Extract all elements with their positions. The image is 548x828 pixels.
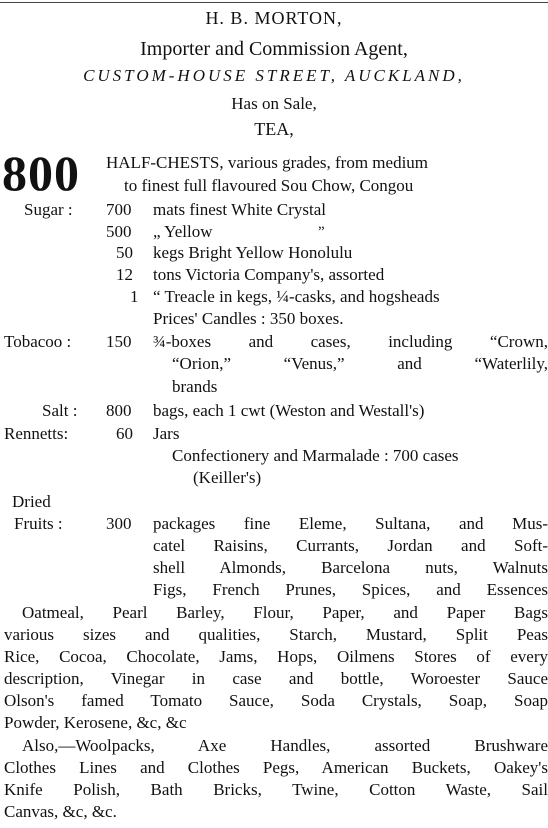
sugar-qty-1: 700 bbox=[106, 200, 132, 219]
dried-fruits-qty: 300 bbox=[106, 514, 132, 533]
on-sale-label: Has on Sale, bbox=[231, 94, 317, 113]
sugar-qty-2: 500 bbox=[106, 222, 132, 241]
salt-text: bags, each 1 cwt (Weston and Westall's) bbox=[153, 401, 425, 420]
sugar-qty-4: 12 bbox=[116, 265, 133, 284]
confectionery-line-1: Confectionery and Marmalade : 700 cases bbox=[172, 446, 459, 465]
sugar-qty-3: 50 bbox=[116, 243, 133, 262]
also-line-3: Knife Polish, Bath Bricks, Twine, Cotton Waste, Sail bbox=[4, 780, 548, 799]
tobacco-line-3: brands bbox=[172, 377, 218, 396]
dried-fruits-line-4: Figs, French Prunes, Spices, and Essences bbox=[153, 580, 548, 599]
oatmeal-line-2: various sizes and qualities, Starch, Mustard, Split Peas bbox=[4, 625, 548, 644]
confectionery-line-2: (Keiller's) bbox=[193, 468, 262, 487]
oatmeal-line-5: Olson's famed Tomato Sauce, Soda Crystals, Soap, Soap bbox=[4, 691, 548, 710]
sugar-text-5: “ Treacle in kegs, ¼-casks, and hogsheads bbox=[153, 287, 440, 306]
dried-fruits-label-2: Fruits : bbox=[14, 514, 63, 533]
tobacco-qty: 150 bbox=[106, 332, 132, 351]
rennetts-label: Rennetts: bbox=[4, 424, 69, 443]
salt-qty: 800 bbox=[106, 401, 132, 420]
sugar-text-1: mats finest White Crystal bbox=[153, 200, 326, 219]
ditto-mark: „ bbox=[318, 216, 325, 232]
tea-heading: TEA, bbox=[254, 119, 294, 139]
sugar-text-2: „ Yellow bbox=[153, 222, 213, 241]
merchant-address: CUSTOM-HOUSE STREET, AUCKLAND, bbox=[83, 66, 465, 85]
dried-fruits-line-2: catel Raisins, Currants, Jordan and Soft- bbox=[153, 536, 548, 555]
salt-label: Salt : bbox=[42, 401, 78, 420]
tobacco-line-1: ¾-boxes and cases, including “Crown, bbox=[153, 332, 548, 351]
rennetts-qty: 60 bbox=[116, 424, 133, 443]
also-line-4: Canvas, &c, &c. bbox=[4, 802, 117, 821]
dried-fruits-line-1: packages fine Eleme, Sultana, and Mus- bbox=[153, 514, 548, 533]
dried-fruits-line-3: shell Almonds, Barcelona nuts, Walnuts bbox=[153, 558, 548, 577]
rennetts-text: Jars bbox=[153, 424, 180, 443]
oatmeal-line-4: description, Vinegar in case and bottle, Woroester Sauce bbox=[4, 669, 548, 688]
also-line-2: Clothes Lines and Clothes Pegs, American Buckets, Oakey's bbox=[4, 758, 548, 777]
tea-line-1: HALF-CHESTS, various grades, from medium bbox=[106, 153, 429, 172]
top-rule bbox=[0, 2, 548, 3]
oatmeal-line-1: Oatmeal, Pearl Barley, Flour, Paper, and Paper Bags bbox=[22, 603, 548, 622]
sugar-label: Sugar : bbox=[24, 200, 73, 219]
tobacco-label: Tobacoo : bbox=[4, 332, 72, 351]
merchant-name: H. B. MORTON, bbox=[205, 8, 343, 28]
sugar-text-3: kegs Bright Yellow Honolulu bbox=[153, 243, 353, 262]
oatmeal-line-6: Powder, Kerosene, &c, &c bbox=[4, 713, 187, 732]
sugar-qty-5: 1 bbox=[130, 287, 139, 306]
tea-line-2: to finest full flavoured Sou Chow, Congou bbox=[124, 176, 414, 195]
also-line-1: Also,—Woolpacks, Axe Handles, assorted Brushware bbox=[22, 736, 548, 755]
tobacco-line-2: “Orion,” “Venus,” and “Waterlily, bbox=[172, 354, 548, 373]
sugar-text-4: tons Victoria Company's, assorted bbox=[153, 265, 385, 284]
candles-line: Prices' Candles : 350 boxes. bbox=[153, 309, 344, 328]
dried-fruits-label-1: Dried bbox=[12, 492, 51, 511]
merchant-subtitle: Importer and Commission Agent, bbox=[140, 38, 408, 60]
oatmeal-line-3: Rice, Cocoa, Chocolate, Jams, Hops, Oilmens Stores of every bbox=[4, 647, 548, 666]
tea-quantity: 800 bbox=[2, 145, 80, 201]
